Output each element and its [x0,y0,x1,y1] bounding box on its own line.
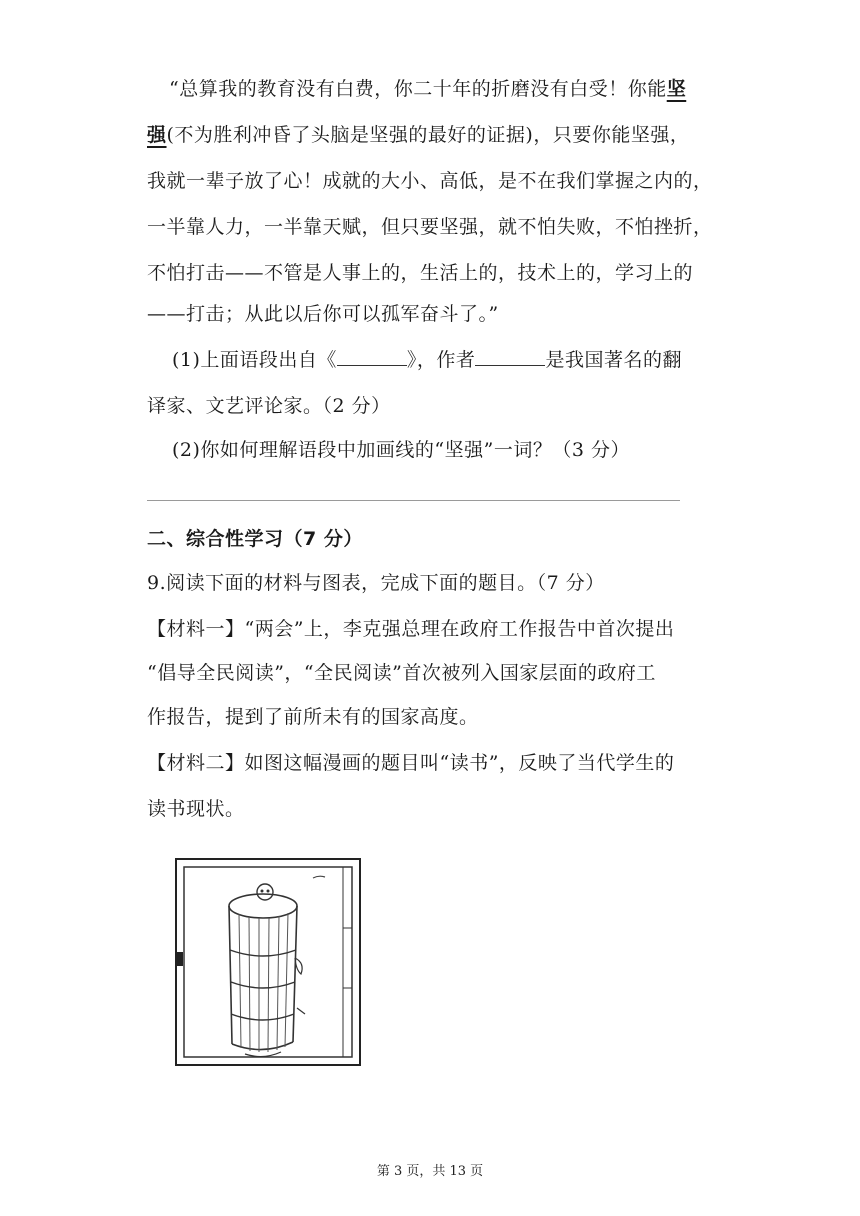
material-1-line-1: 【材料一】“两会”上，李克强总理在政府工作报告中首次提出 [147,618,675,640]
material-1-line-3: 作报告，提到了前所未有的国家高度。 [147,706,479,728]
passage-line-3: 我就一辈子放了心！成就的大小、高低，是不在我们掌握之内的， [147,170,713,192]
question-9: 9.阅读下面的材料与图表，完成下面的题目。（7 分） [147,572,605,594]
keyword-qiang: 强 [147,124,167,146]
material-2-line-1: 【材料二】如图这幅漫画的题目叫“读书”，反映了当代学生的 [147,752,675,774]
keyword-jian: 坚 [666,78,687,100]
passage-line-5: 不怕打击——不管是人事上的，生活上的，技术上的，学习上的 [147,262,694,284]
passage-line-6: ——打击；从此以后你可以孤军奋斗了。” [147,303,499,325]
passage-line-2-text: (不为胜利冲昏了头脑是坚强的最好的证据)，只要你能坚强， [166,124,690,146]
question-1-text-b: 》，作者 [406,349,476,371]
material-2-line-2: 读书现状。 [147,798,245,820]
question-1-text-c: 是我国著名的翻 [545,349,682,371]
comic-books-bundle-icon [175,858,361,1066]
author-blank[interactable] [475,347,545,366]
passage-line-4: 一半靠人力，一半靠天赋，但只要坚强，就不怕失败，不怕挫折， [147,216,713,238]
page-number: 第 3 页，共 13 页 [376,1164,484,1179]
section-2-heading: 二、综合性学习（7 分） [147,528,363,550]
passage-line-2 [147,122,689,148]
passage-line-1-text: “总算我的教育没有白费，你二十年的折磨没有白受！你能 [169,78,667,100]
question-1-text-a: (1)上面语段出自《 [172,349,337,371]
book-title-blank[interactable] [337,347,407,366]
question-1-line-2: 译家、文艺评论家。（2 分） [147,395,391,417]
material-1-line-2: “倡导全民阅读”，“全民阅读”首次被列入国家层面的政府工 [147,662,656,684]
passage-line-1 [169,76,686,102]
answer-line[interactable] [147,500,680,501]
question-1 [172,347,682,373]
question-2: (2)你如何理解语段中加画线的“坚强”一词？（3 分） [172,439,630,461]
